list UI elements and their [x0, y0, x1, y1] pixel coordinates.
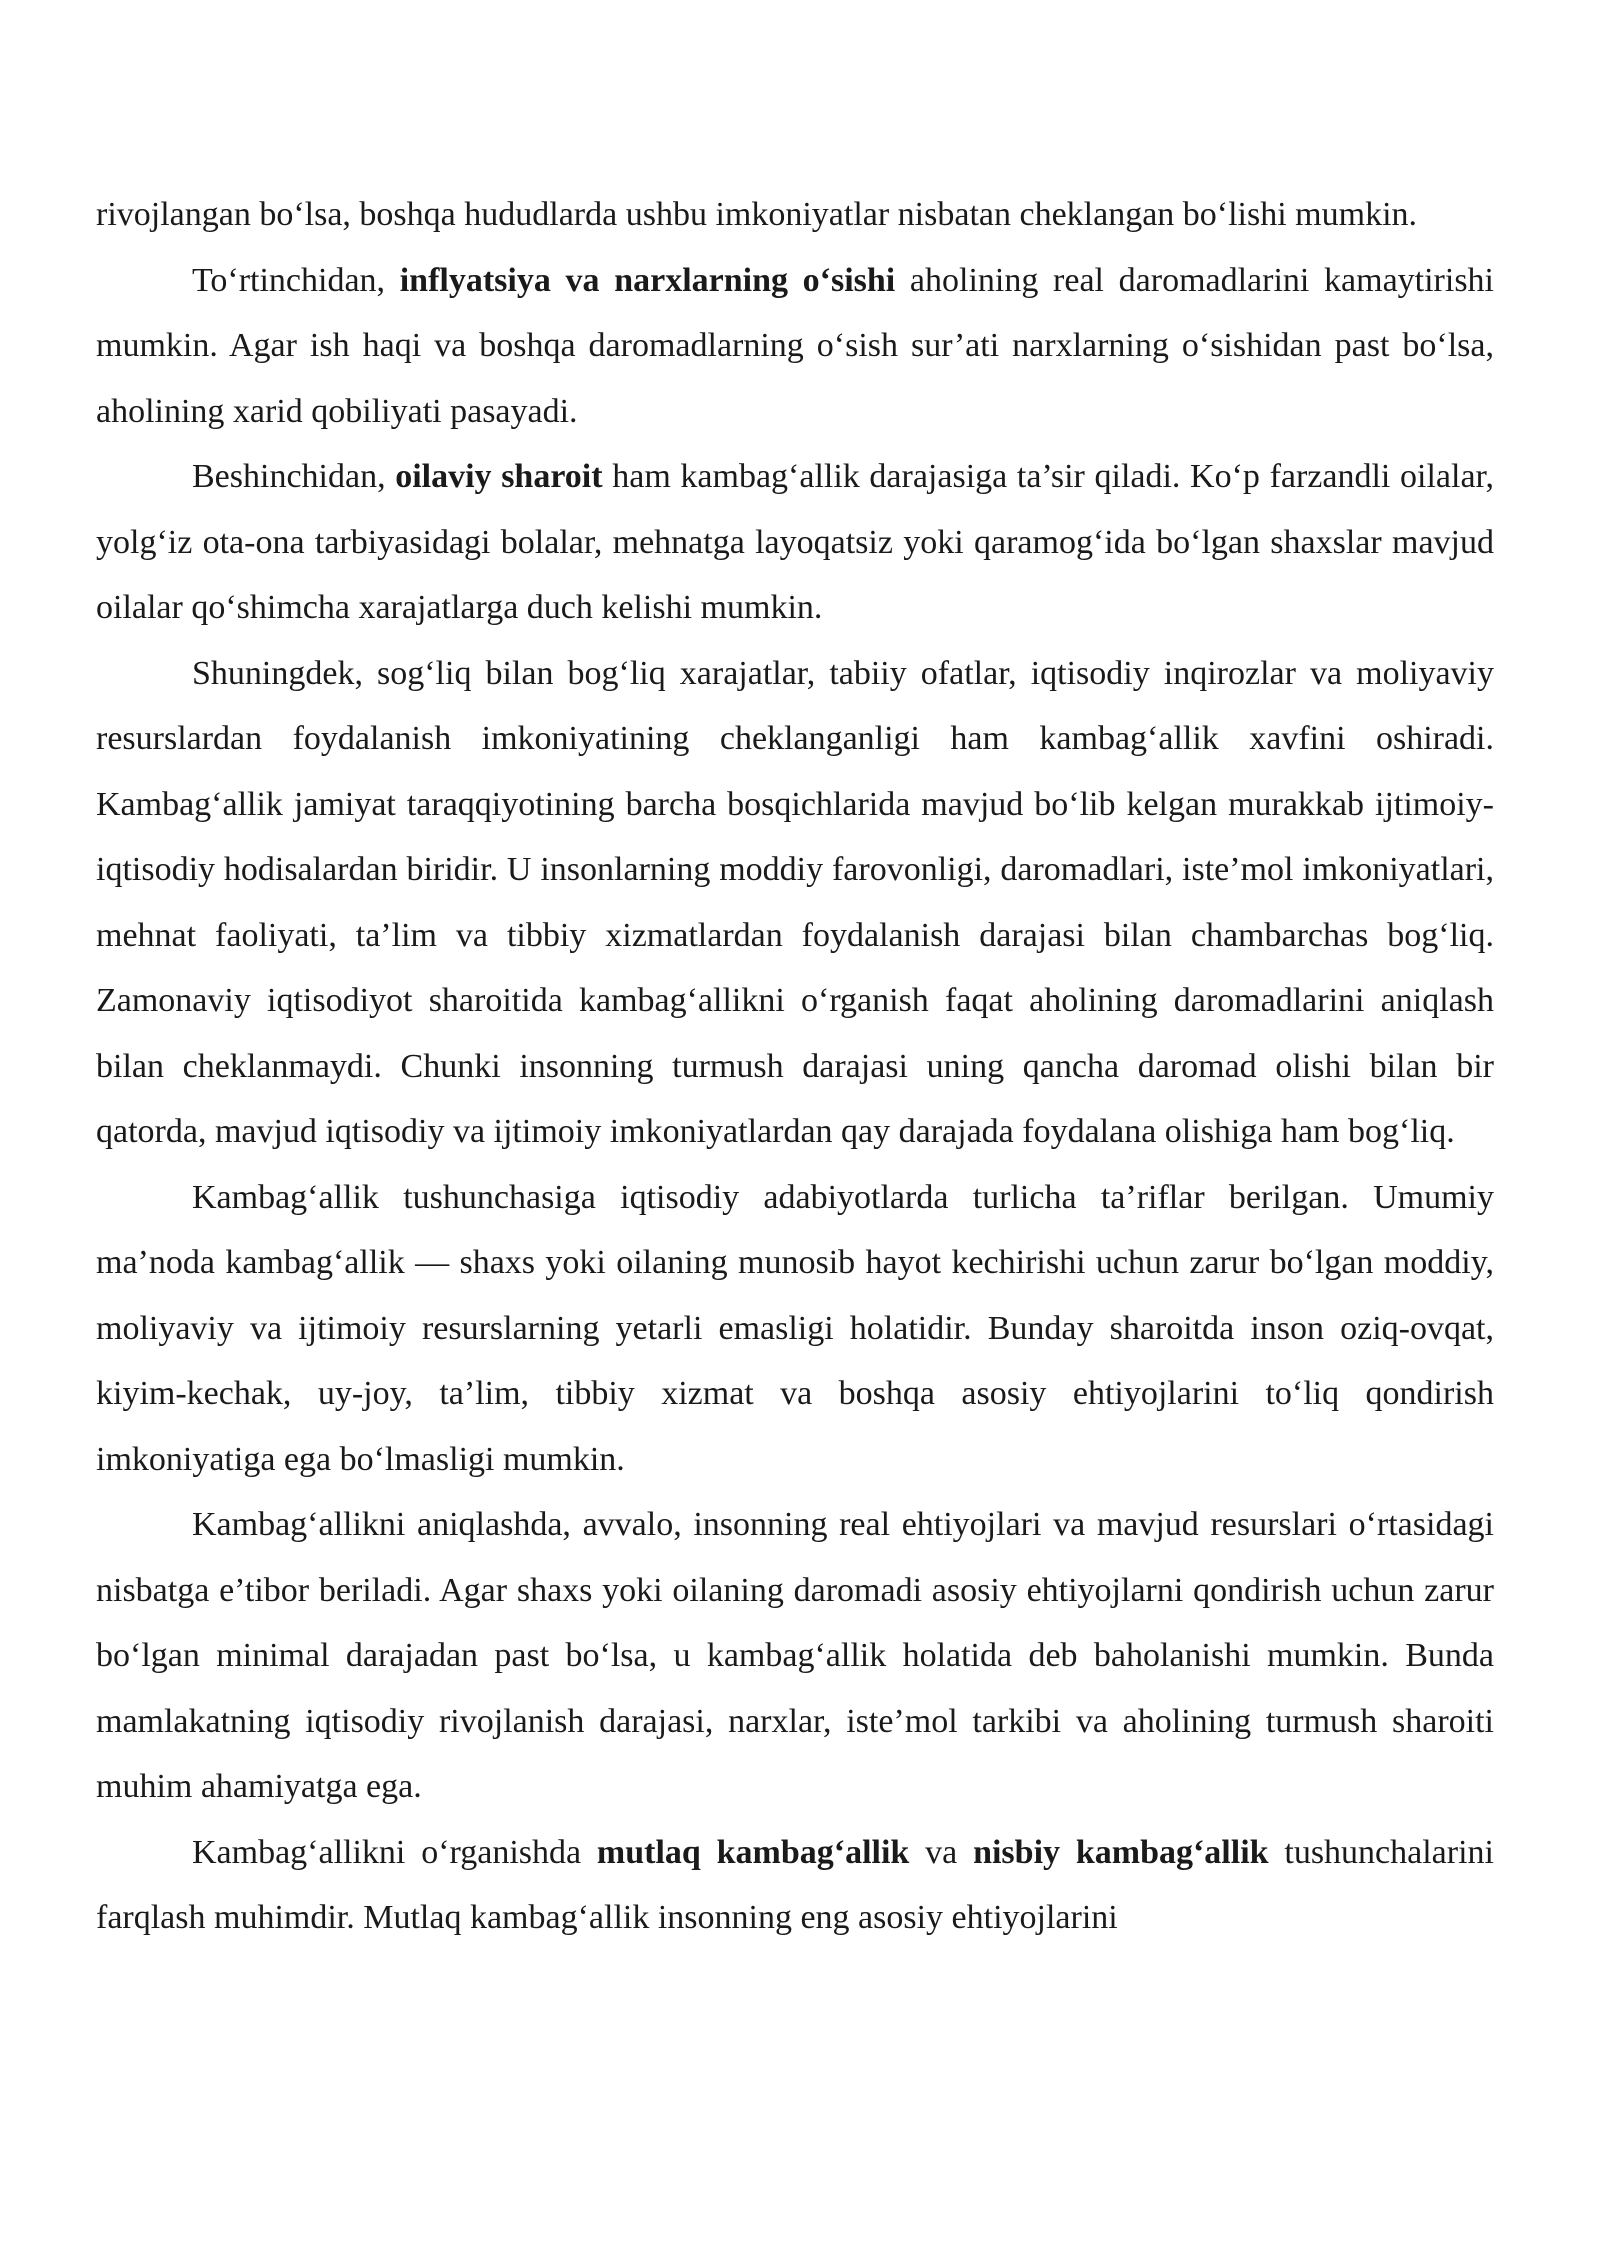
- paragraph-text: Kambag‘allikni aniqlashda, avvalo, insonning real ehtiyojlari va mavjud resurslari o‘rtasidagi nisbatga e’tibor beriladi. Agar shaxs yoki oilaning daromadi asosiy ehtiyojlarni qondirish uchun zarur bo‘lgan minimal darajadan past bo‘lsa, u kambag‘allik holatida deb baholanishi mumkin. Bunda mamlakatning iqtisodiy rivojlanish darajasi, narxlar, iste’mol tarkibi va aholining turmush sharoiti muhim ahamiyatga ega.: [96, 1506, 1494, 1805]
- paragraph-absolute-relative: [96, 1820, 1494, 1951]
- paragraph-text: va: [909, 1833, 974, 1871]
- paragraph-identification: [96, 1492, 1494, 1820]
- bold-term: nisbiy kambag‘allik: [973, 1833, 1269, 1871]
- paragraph-text: Kambag‘allikni o‘rganishda: [192, 1833, 597, 1871]
- bold-term: mutlaq kambag‘allik: [596, 1833, 910, 1871]
- paragraph-text: Kambag‘allik tushunchasiga iqtisodiy adabiyotlarda turlicha ta’riflar berilgan. Umumiy ma’noda kambag‘allik — shaxs yoki oilaning munosib hayot kechirishi uchun zarur bo‘lgan moddiy, moliyaviy va ijtimoiy resurslarning yetarli emasligi holatidir. Bunday sharoitda inson oziq-ovqat, kiyim-kechak, uy-joy, ta’lim, tibbiy xizmat va boshqa asosiy ehtiyojlarini to‘liq qondirish imkoniyatiga ega bo‘lmasligi mumkin.: [96, 1178, 1494, 1478]
- paragraph-definition: [96, 1165, 1494, 1493]
- paragraph-other-factors: [96, 641, 1494, 1165]
- bold-term: inflyatsiya va narxlarning o‘sishi: [399, 261, 896, 299]
- paragraph-text: Beshinchidan,: [192, 458, 396, 495]
- paragraph-text: aholining real daromadlarini kamaytirishi mumkin. Agar ish haqi va boshqa daromadlarning o‘sish sur’ati narxlarning o‘sishidan past bo‘lsa, aholining xarid qobiliyati pasayadi.: [96, 261, 1494, 430]
- bold-term: oilaviy sharoit: [395, 458, 603, 495]
- paragraph-text: Shuningdek, sog‘liq bilan bog‘liq xarajatlar, tabiiy ofatlar, iqtisodiy inqirozlar va moliyaviy resurslardan foydalanish imkoniyatining cheklanganligi ham kambag‘allik xavfini oshiradi. Kambag‘allik jamiyat taraqqiyotining barcha bosqichlarida mavjud bo‘lib kelgan murakkab ijtimoiy-iqtisodiy hodisalardan biridir. U insonlarning moddiy farovonligi, daromadlari, iste’mol imkoniyatlari, mehnat faoliyati, ta’lim va tibbiy xizmatlardan foydalanish darajasi bilan chambarchas bog‘liq. Zamonaviy iqtisodiyot sharoitida kambag‘allikni o‘rganish faqat aholining daromadlarini aniqlash bilan cheklanmaydi. Chunki insonning turmush darajasi uning qancha daromad olishi bilan bir qatorda, mavjud iqtisodiy va ijtimoiy imkoniyatlardan qay darajada foydalana olishiga ham bog‘liq.: [96, 654, 1494, 1150]
- paragraph-inflation: [96, 248, 1494, 445]
- paragraph-text: ham kambag‘allik darajasiga ta’sir qiladi. Ko‘p farzandli oilalar, yolg‘iz ota-ona tarbiyasidagi bolalar, mehnatga layoqatsiz yoki qaramog‘ida bo‘lgan shaxslar mavjud oilalar qo‘shimcha xarajatlarga duch kelishi mumkin.: [96, 458, 1495, 626]
- paragraph-text: rivojlangan bo‘lsa, boshqa hududlarda ushbu imkoniyatlar nisbatan cheklangan bo‘lishi mumkin.: [96, 196, 1418, 233]
- paragraph-continuation: [96, 182, 1494, 248]
- paragraph-text: tushunchalarini farqlash muhimdir. Mutlaq kambag‘allik insonning eng asosiy ehtiyojlarini: [96, 1833, 1494, 1936]
- paragraph-text: To‘rtinchidan,: [192, 261, 400, 299]
- paragraph-family-conditions: [96, 444, 1494, 641]
- document-page: [96, 182, 1494, 1951]
